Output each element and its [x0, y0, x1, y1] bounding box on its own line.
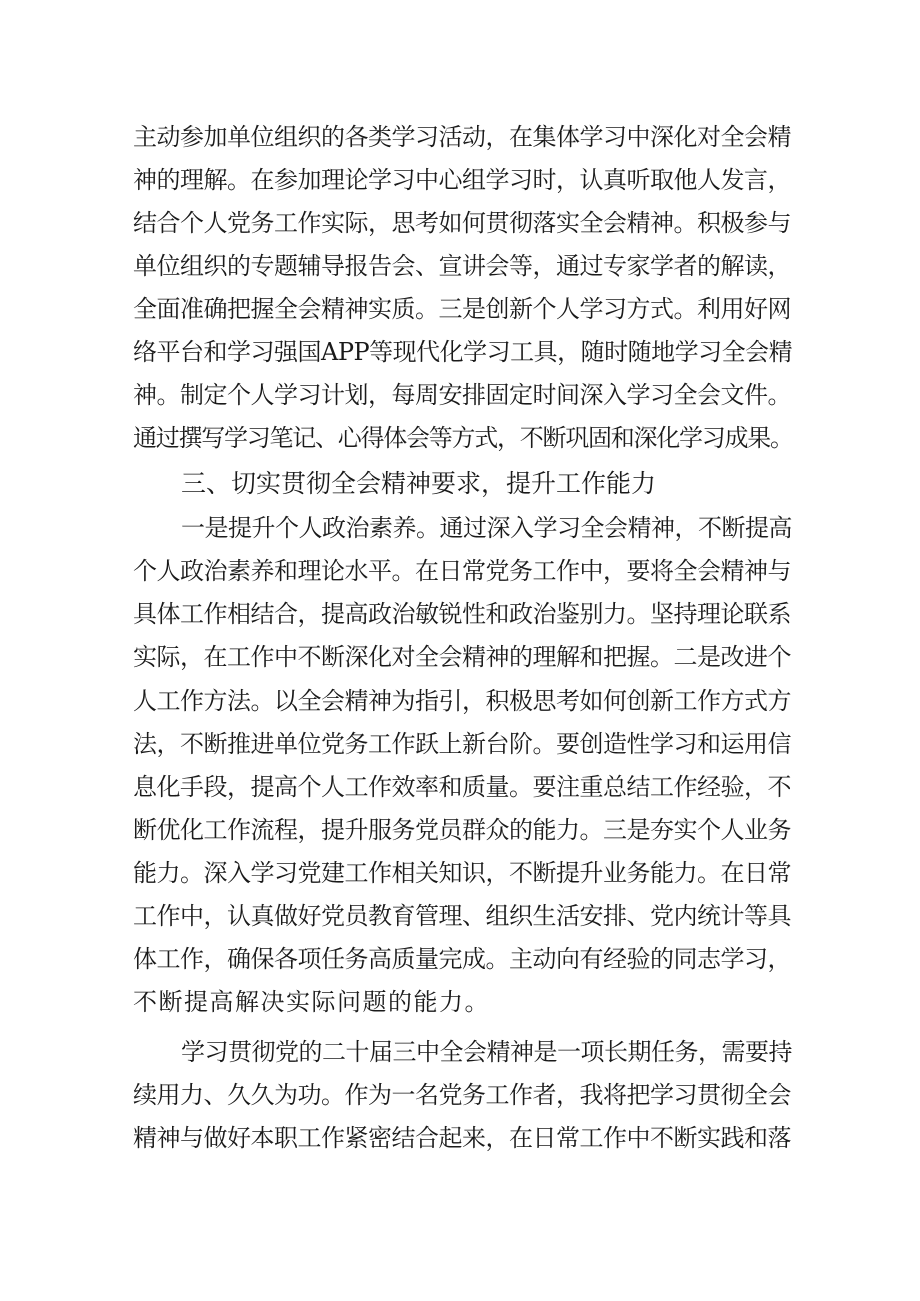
text-line: 个人政治素养和理论水平。在日常党务工作中，要将全会精神与 — [133, 557, 791, 585]
text-line: 神的理解。在参加理论学习中心组学习时，认真听取他人发言， — [133, 166, 791, 194]
text-line: 断优化工作流程，提升服务党员群众的能力。三是夯实个人业务 — [133, 816, 791, 844]
text-line: 工作中，认真做好党员教育管理、组织生活安排、党内统计等具 — [133, 902, 791, 930]
text-line: 通过撰写学习笔记、心得体会等方式，不断巩固和深化学习成果。 — [133, 424, 793, 452]
text-line: 能力。深入学习党建工作相关知识，不断提升业务能力。在日常 — [133, 859, 791, 887]
text-line: 精神与做好本职工作紧密结合起来，在日常工作中不断实践和落 — [133, 1124, 791, 1152]
text-line: 一是提升个人政治素养。通过深入学习全会精神，不断提高 — [181, 514, 792, 542]
text-line: 学习贯彻党的二十届三中全会精神是一项长期任务，需要持 — [181, 1038, 792, 1066]
text-line: 结合个人党务工作实际，思考如何贯彻落实全会精神。积极参与 — [133, 209, 791, 237]
text-line: 具体工作相结合，提高政治敏锐性和政治鉴别力。坚持理论联系 — [133, 600, 791, 628]
text-line: 续用力、久久为功。作为一名党务工作者，我将把学习贯彻全会 — [133, 1081, 791, 1109]
text-line: 体工作，确保各项任务高质量完成。主动向有经验的同志学习， — [133, 945, 791, 973]
text-line: 单位组织的专题辅导报告会、宣讲会等，通过专家学者的解读， — [133, 252, 791, 280]
text-line: 全面准确把握全会精神实质。三是创新个人学习方式。利用好网 — [133, 295, 791, 323]
text-line: 神。制定个人学习计划，每周安排固定时间深入学习全会文件。 — [133, 381, 791, 409]
text-line: 法，不断推进单位党务工作跃上新台阶。要创造性学习和运用信 — [133, 730, 791, 758]
text-line: 人工作方法。以全会精神为指引，积极思考如何创新工作方式方 — [133, 687, 791, 715]
text-line: 不断提高解决实际问题的能力。 — [133, 988, 490, 1016]
text-line: 络平台和学习强国APP等现代化学习工具，随时随地学习全会精 — [133, 338, 793, 366]
text-line: 息化手段，提高个人工作效率和质量。要注重总结工作经验，不 — [133, 773, 791, 801]
section-heading: 三、切实贯彻全会精神要求，提升工作能力 — [181, 469, 657, 498]
text-line: 实际，在工作中不断深化对全会精神的理解和把握。二是改进个 — [133, 643, 791, 671]
text-line: 主动参加单位组织的各类学习活动，在集体学习中深化对全会精 — [133, 123, 791, 151]
